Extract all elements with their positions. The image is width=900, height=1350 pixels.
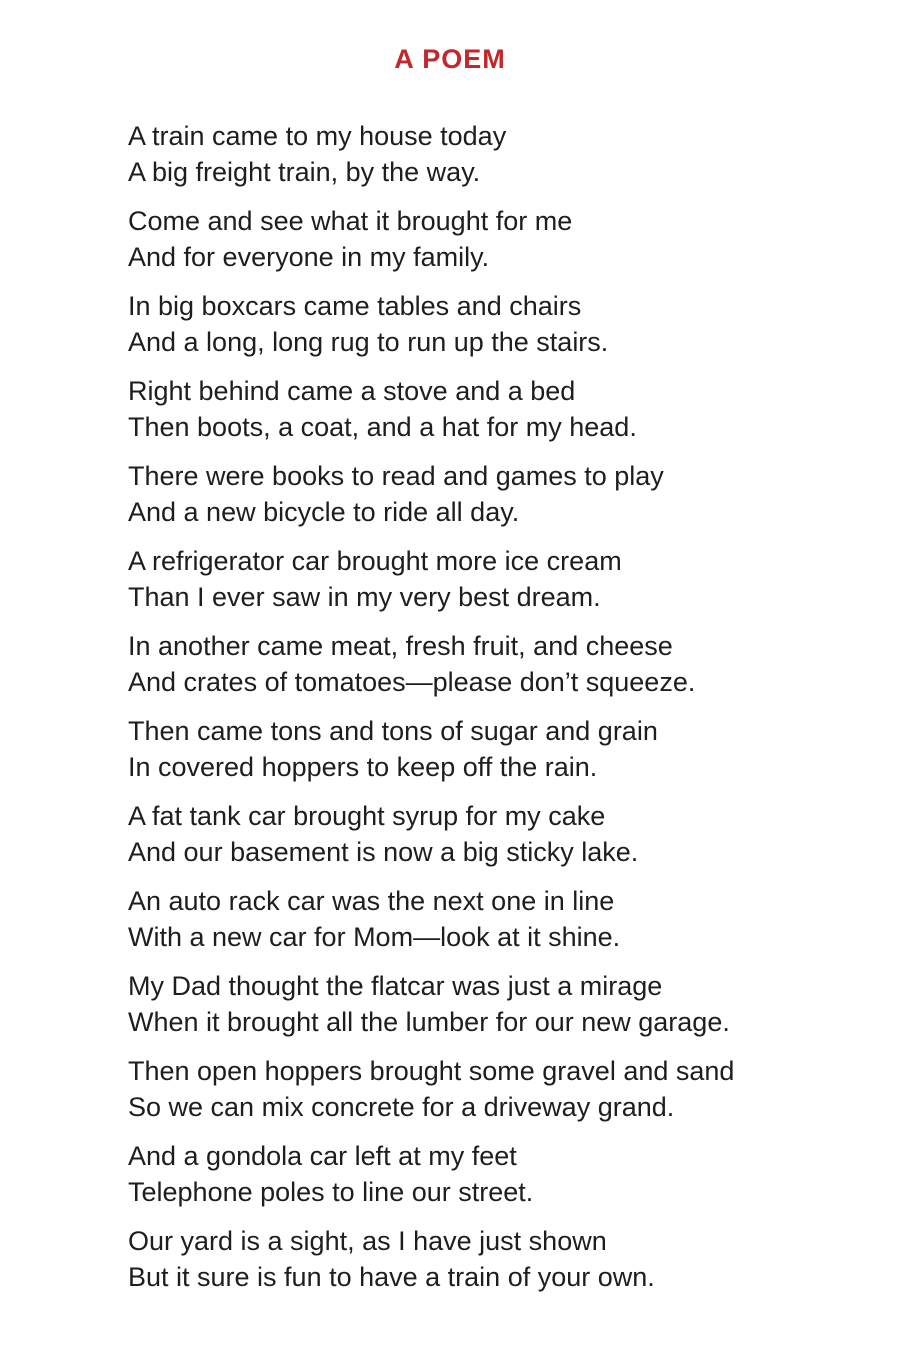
poem-line: Than I ever saw in my very best dream. [128, 582, 601, 612]
poem-line: A fat tank car brought syrup for my cake [128, 801, 606, 831]
poem-stanza [128, 203, 868, 275]
poem-line: Then boots, a coat, and a hat for my head. [128, 412, 637, 442]
poem-line: My Dad thought the flatcar was just a mirage [128, 971, 663, 1001]
poem-line: Right behind came a stove and a bed [128, 376, 576, 406]
poem-line: There were books to read and games to play [128, 461, 664, 491]
poem-stanza [128, 883, 868, 955]
poem-line: In covered hoppers to keep off the rain. [128, 752, 598, 782]
poem-stanza [128, 628, 868, 700]
poem-line: But it sure is fun to have a train of your own. [128, 1262, 655, 1292]
poem-line: A refrigerator car brought more ice cream [128, 546, 622, 576]
poem-stanza [128, 1223, 868, 1295]
poem-line: When it brought all the lumber for our new garage. [128, 1007, 730, 1037]
poem-line: And our basement is now a big sticky lake. [128, 837, 639, 867]
poem-line: Then came tons and tons of sugar and grain [128, 716, 658, 746]
poem-line: Then open hoppers brought some gravel and sand [128, 1056, 735, 1086]
poem-line: And a new bicycle to ride all day. [128, 497, 520, 527]
poem-line: And a long, long rug to run up the stairs. [128, 327, 609, 357]
poem-line: A train came to my house today [128, 121, 507, 151]
poem-stanza [128, 798, 868, 870]
poem-line: So we can mix concrete for a driveway grand. [128, 1092, 675, 1122]
poem-line: Come and see what it brought for me [128, 206, 573, 236]
poem-stanza [128, 458, 868, 530]
poem-body [128, 118, 868, 1308]
poem-line: And for everyone in my family. [128, 242, 490, 272]
poem-stanza [128, 118, 868, 190]
poem-line: Our yard is a sight, as I have just shown [128, 1226, 607, 1256]
poem-line: A big freight train, by the way. [128, 157, 481, 187]
poem-stanza [128, 713, 868, 785]
poem-line: Telephone poles to line our street. [128, 1177, 534, 1207]
poem-line: And a gondola car left at my feet [128, 1141, 517, 1171]
poem-line: An auto rack car was the next one in line [128, 886, 615, 916]
poem-line: With a new car for Mom—look at it shine. [128, 922, 621, 952]
poem-stanza [128, 373, 868, 445]
poem-line: And crates of tomatoes—please don’t squeeze. [128, 667, 696, 697]
poem-line: In big boxcars came tables and chairs [128, 291, 582, 321]
poem-line: In another came meat, fresh fruit, and cheese [128, 631, 673, 661]
poem-title: A POEM [394, 44, 506, 74]
poem-stanza [128, 543, 868, 615]
poem-stanza [128, 968, 868, 1040]
poem-stanza [128, 288, 868, 360]
poem-stanza [128, 1138, 868, 1210]
poem-stanza [128, 1053, 868, 1125]
